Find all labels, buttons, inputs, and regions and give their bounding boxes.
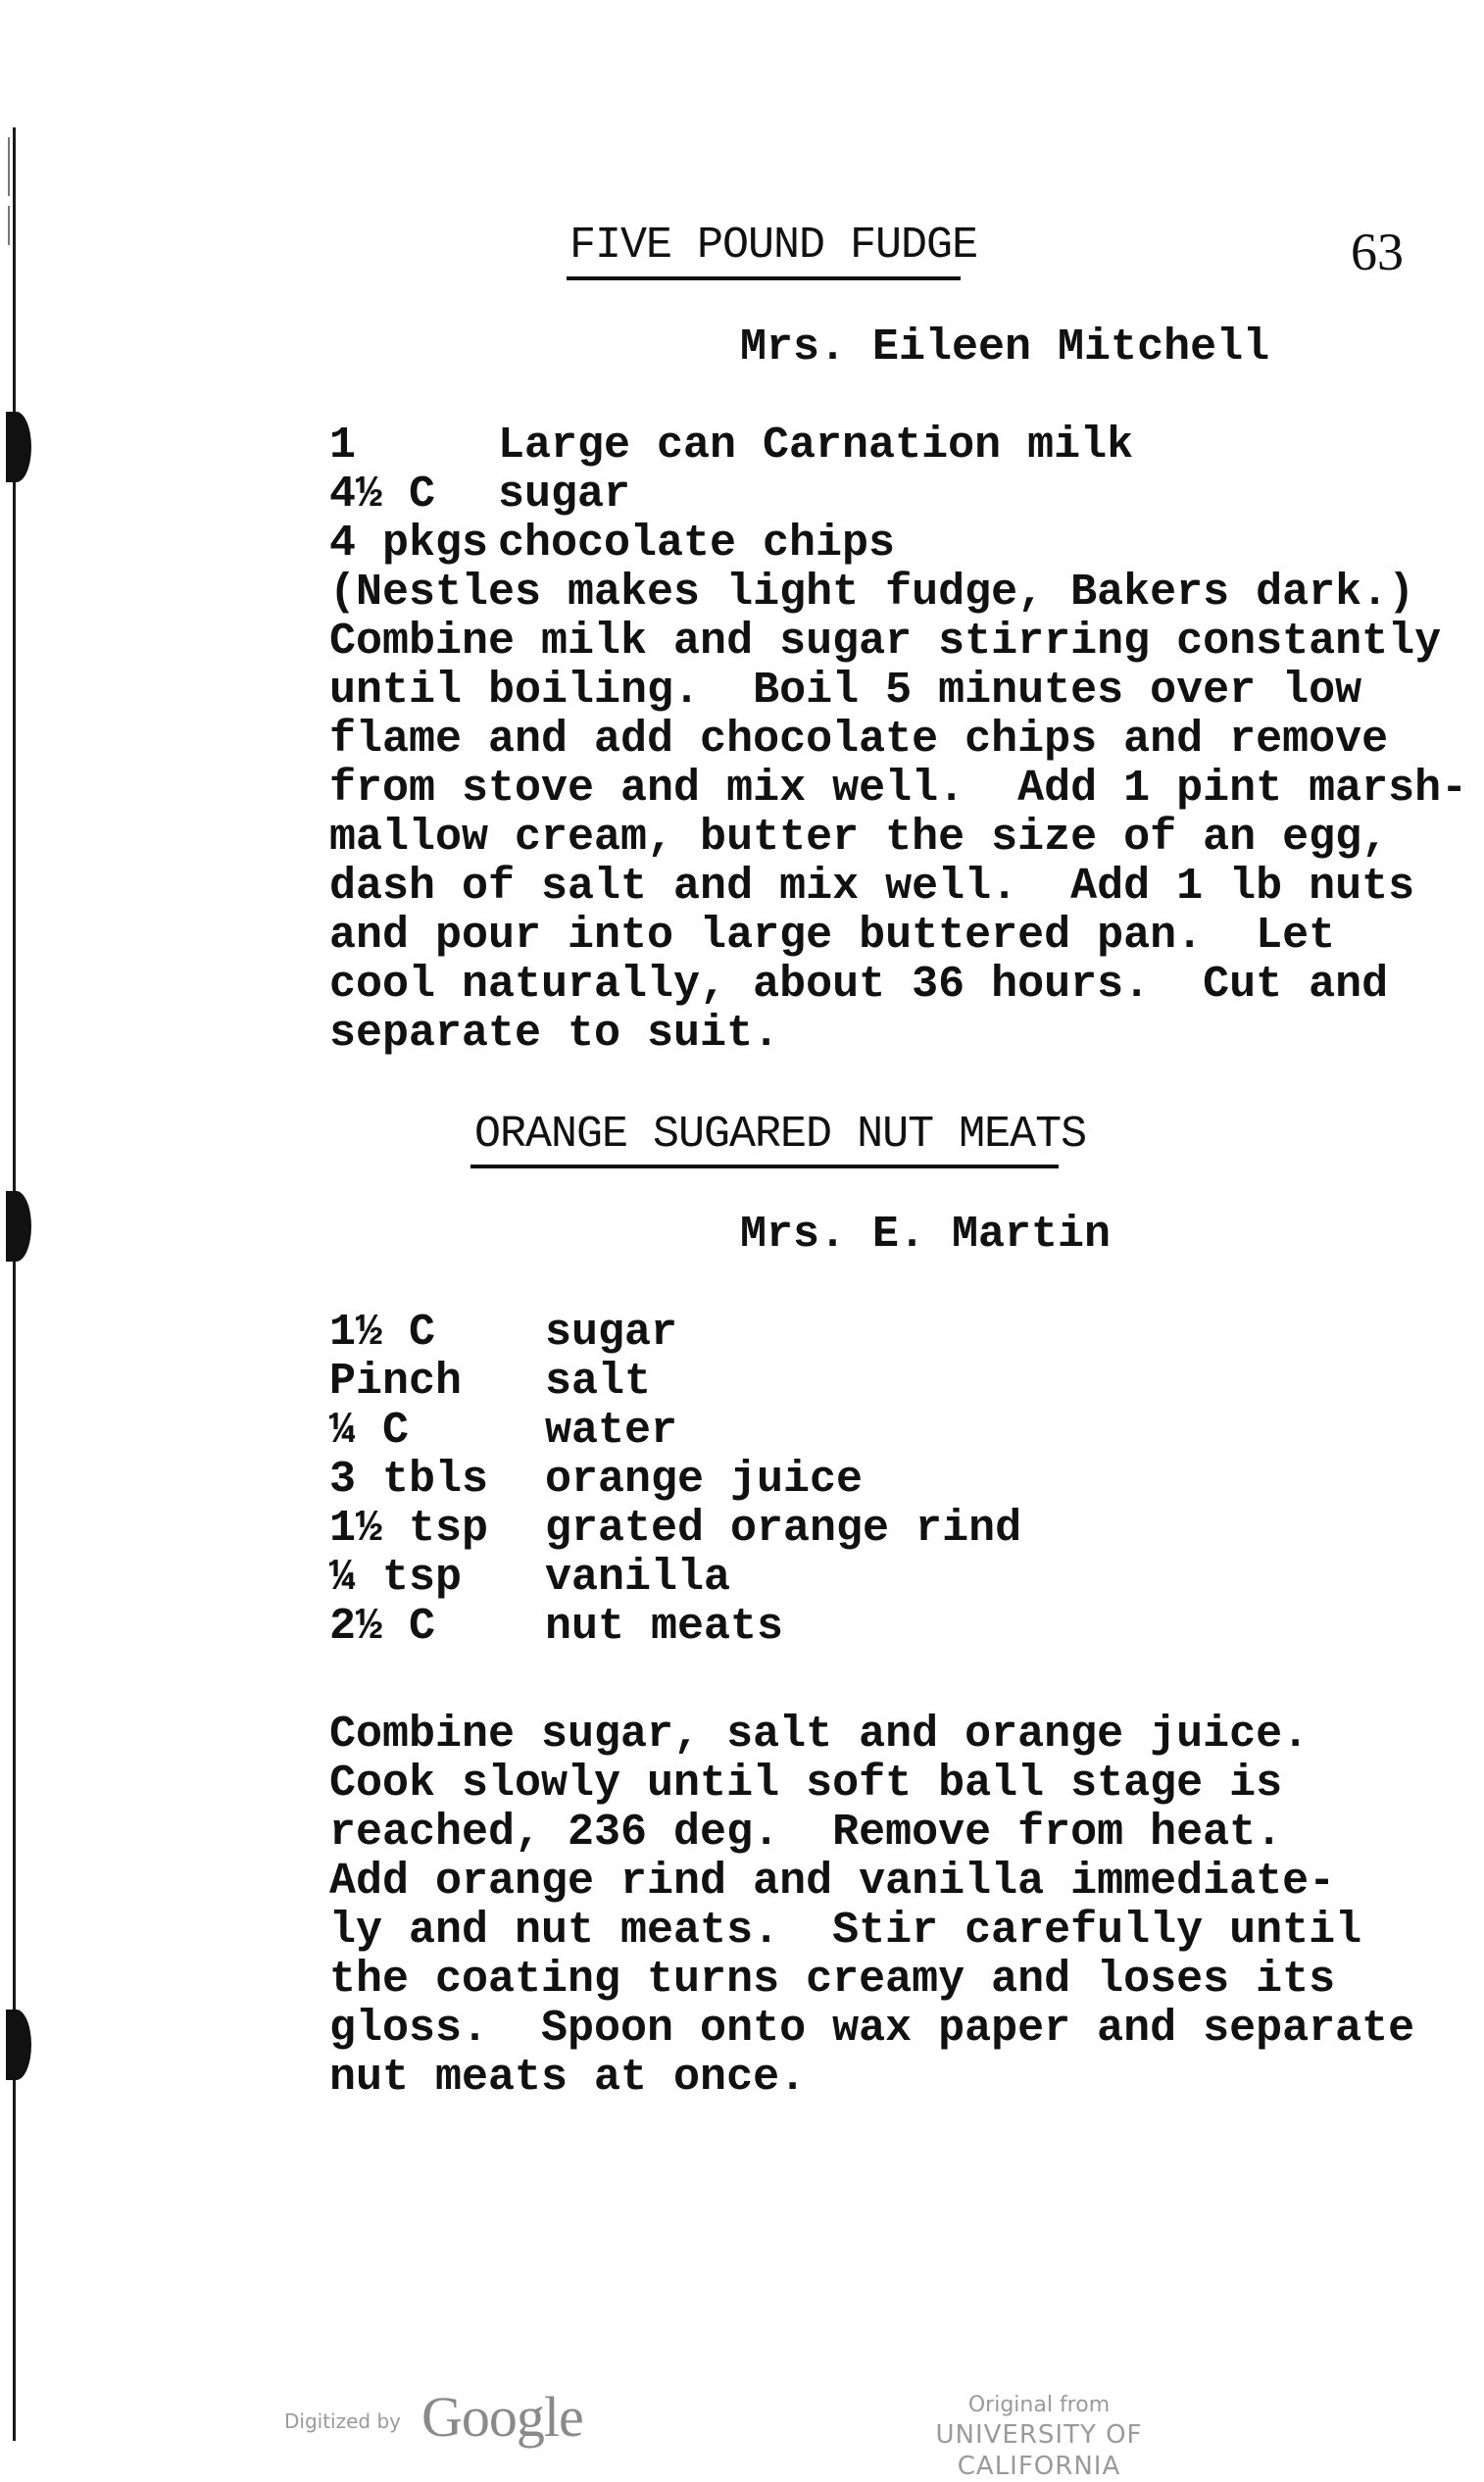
instruction-line: (Nestles makes light fudge, Bakers dark.) bbox=[329, 568, 1415, 618]
ingredient-row bbox=[329, 1358, 1212, 1407]
ingredient-item: salt bbox=[545, 1357, 652, 1407]
recipe-author: Mrs. E. Martin bbox=[740, 1210, 1112, 1260]
instruction-line: nut meats at once. bbox=[329, 2053, 807, 2103]
ingredient-row bbox=[329, 520, 1212, 569]
ingredient-row bbox=[329, 1554, 1212, 1603]
ingredient-item: grated orange rind bbox=[545, 1504, 1022, 1554]
recipe-title-orange-nut-meats: ORANGE SUGARED NUT MEATS bbox=[474, 1110, 1087, 1160]
ingredient-qty: 4½ C bbox=[329, 470, 436, 520]
page-binding-edge bbox=[0, 0, 39, 2478]
google-logo: Google bbox=[421, 2385, 583, 2449]
instruction-line: reached, 236 deg. Remove from heat. bbox=[329, 1808, 1283, 1858]
ingredient-item: sugar bbox=[498, 470, 631, 520]
ingredient-item: sugar bbox=[545, 1308, 678, 1358]
ingredient-item: Large can Carnation milk bbox=[498, 421, 1134, 471]
ingredient-qty: ¼ tsp bbox=[329, 1553, 463, 1603]
ingredient-qty: 1½ tsp bbox=[329, 1504, 489, 1554]
ingredient-row bbox=[329, 1456, 1212, 1505]
binding-tick bbox=[8, 206, 10, 245]
instruction-line: ly and nut meats. Stir carefully until bbox=[329, 1906, 1362, 1956]
instruction-line: and pour into large buttered pan. Let bbox=[329, 911, 1336, 961]
ingredient-item: chocolate chips bbox=[498, 519, 896, 569]
ingredient-row bbox=[329, 1603, 1212, 1652]
ingredient-row bbox=[329, 1407, 1212, 1456]
original-from-label: Original from bbox=[967, 2393, 1111, 2417]
ingredient-row bbox=[329, 1309, 1212, 1358]
ingredient-qty: 1½ C bbox=[329, 1308, 436, 1358]
recipe-title-fudge: FIVE POUND FUDGE bbox=[569, 221, 978, 271]
binding-mark bbox=[6, 412, 31, 482]
instruction-line: until boiling. Boil 5 minutes over low bbox=[329, 666, 1362, 716]
binding-tick bbox=[8, 137, 10, 196]
ingredient-item: water bbox=[545, 1406, 678, 1456]
instruction-line: Combine sugar, salt and orange juice. bbox=[329, 1710, 1310, 1760]
instruction-line: mallow cream, butter the size of an egg, bbox=[329, 813, 1389, 863]
instruction-line: Add orange rind and vanilla immediate- bbox=[329, 1857, 1336, 1907]
instruction-line: Combine milk and sugar stirring constantly bbox=[329, 617, 1442, 667]
original-from-watermark bbox=[863, 2392, 1215, 2482]
instruction-line: cool naturally, about 36 hours. Cut and bbox=[329, 960, 1389, 1010]
instruction-line: gloss. Spoon onto wax paper and separate bbox=[329, 2004, 1415, 2054]
ingredient-qty: Pinch bbox=[329, 1357, 463, 1407]
instruction-line: the coating turns creamy and loses its bbox=[329, 1955, 1336, 2005]
digitized-by-label: Digitized by bbox=[284, 2409, 401, 2433]
ingredient-row bbox=[329, 422, 1212, 471]
title-underline bbox=[470, 1165, 1059, 1168]
instruction-line: Cook slowly until soft ball stage is bbox=[329, 1759, 1283, 1809]
ingredient-row bbox=[329, 471, 1212, 520]
instruction-line: from stove and mix well. Add 1 pint marsh- bbox=[329, 764, 1468, 814]
instruction-line: dash of salt and mix well. Add 1 lb nuts bbox=[329, 862, 1415, 912]
ingredient-qty: 3 tbls bbox=[329, 1455, 489, 1505]
binding-mark bbox=[6, 1191, 31, 1262]
institution-label: UNIVERSITY OF CALIFORNIA bbox=[935, 2420, 1143, 2481]
ingredient-qty: 2½ C bbox=[329, 1602, 436, 1652]
binding-mark bbox=[6, 2010, 31, 2080]
page-number: 63 bbox=[1351, 223, 1404, 281]
instruction-line: flame and add chocolate chips and remove bbox=[329, 715, 1389, 765]
ingredient-item: orange juice bbox=[545, 1455, 864, 1505]
recipe-author: Mrs. Eileen Mitchell bbox=[740, 323, 1270, 372]
ingredient-qty: ¼ C bbox=[329, 1406, 410, 1456]
ingredient-item: vanilla bbox=[545, 1553, 731, 1603]
ingredient-item: nut meats bbox=[545, 1602, 784, 1652]
instruction-line: separate to suit. bbox=[329, 1009, 780, 1059]
ingredient-qty: 1 bbox=[329, 421, 357, 471]
title-underline bbox=[567, 276, 961, 280]
ingredient-row bbox=[329, 1505, 1212, 1554]
ingredient-qty: 4 pkgs bbox=[329, 519, 489, 569]
